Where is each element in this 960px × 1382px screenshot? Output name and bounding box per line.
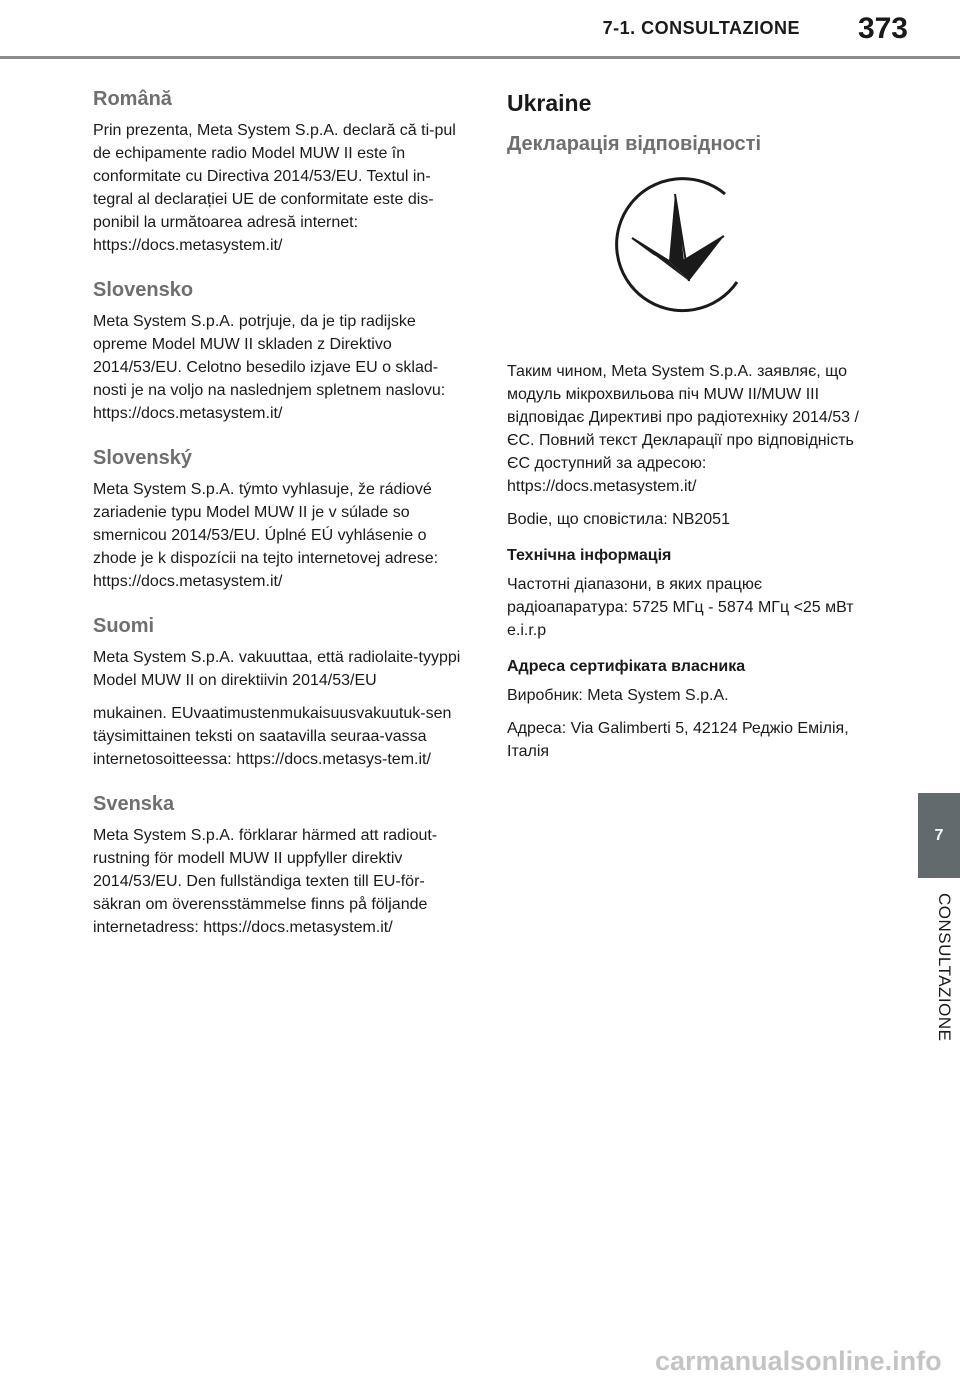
section-paragraph: mukainen. EUvaatimustenmukaisuusvakuutuk-sen täysimittainen teksti on saatavilla seuraa-vassa internetosoitteessa: https://docs.metasys-tem.it/ [93, 705, 452, 768]
section-title: Română [93, 88, 172, 110]
notified-body-paragraph: Bodie, що сповістила: NB2051 [507, 511, 730, 528]
address-text: Адреса: Via Galimberti 5, 42124 Реджіо Емілія, Італія [507, 720, 849, 760]
conformity-mark [507, 166, 879, 346]
section-svenska [93, 793, 465, 939]
chapter-title: 7-1. CONSULTAZIONE [602, 18, 800, 38]
declaration-paragraph: Таким чином, Meta System S.p.A. заявляє, що модуль мікрохвильова піч MUW II/MUW III відповідає Директиві про радіотехніку 2014/53 / ЄС. Повний текст Декларації про відповідність ЄС доступний за адресою: https://docs.metasystem.it/ [507, 363, 859, 495]
tech-info-title: Технічна інформація [507, 547, 672, 564]
section-paragraph: Meta System S.p.A. potrjuje, da je tip radijske opreme Model MUW II skladen z Direktivo 2014/53/EU. Celotno besedilo izjave EU o sklad-nosti je na voljo na naslednjem spletnem naslovu: https://docs.metasystem.it/ [93, 313, 446, 422]
section-title: Suomi [93, 615, 155, 637]
section-paragraph: Meta System S.p.A. förklarar härmed att radiout-rustning för modell MUW II uppfyller direktiv 2014/53/EU. Den fullständiga texten till EU-för-säkran om överensstämmelse finns på följande internetadress: https://docs.metasystem.it/ [93, 827, 438, 936]
manufacturer-text: Виробник: Meta System S.p.A. [507, 687, 729, 704]
right-column [507, 88, 879, 773]
section-title: Svenska [93, 793, 175, 815]
section-title: Slovenský [93, 447, 192, 469]
section-paragraph: Meta System S.p.A. týmto vyhlasuje, že rádiové zariadenie typu Model MUW II je v súlade so smernicou 2014/53/EU. Úplné EÚ vyhlásenie o zhode je k dispozícii na tejto internetovej adrese: https://docs.metasystem.it/ [93, 481, 439, 590]
holder-address-title: Адреса сертифіката власника [507, 658, 746, 675]
section-slovensky [93, 447, 465, 593]
header-divider [0, 56, 960, 59]
chapter-tab: 7 [918, 793, 960, 878]
section-romana [93, 88, 465, 257]
page-number: 373 [857, 12, 908, 45]
watermark: carmanualsonline.info [655, 1346, 942, 1376]
section-paragraph: Meta System S.p.A. vakuuttaa, että radiolaite-tyyppi Model MUW II on direktiivin 2014/53/EU [93, 649, 461, 689]
ukrainian-conformity-mark-icon [599, 166, 749, 326]
ukraine-title: Ukraine [507, 90, 592, 116]
section-paragraph: Prin prezenta, Meta System S.p.A. declară că ti-pul de echipamente radio Model MUW II este în conformitate cu Directiva 2014/53/EU. Textul in-tegral al declarației UE de conformitate este dis-ponibil la următoarea adresă internet: https://docs.metasystem.it/ [93, 122, 456, 254]
section-slovensko [93, 279, 465, 425]
declaration-title: Декларація відповідності [507, 133, 762, 155]
page-header [0, 0, 960, 60]
chapter-side-label: CONSULTAZIONE [935, 893, 954, 1042]
left-column [93, 88, 465, 961]
section-suomi [93, 615, 465, 771]
tech-info-text: Частотні діапазони, в яких працює радіоапаратура: 5725 МГц - 5874 МГц <25 мВт e.i.r.p [507, 576, 854, 639]
section-title: Slovensko [93, 279, 194, 301]
